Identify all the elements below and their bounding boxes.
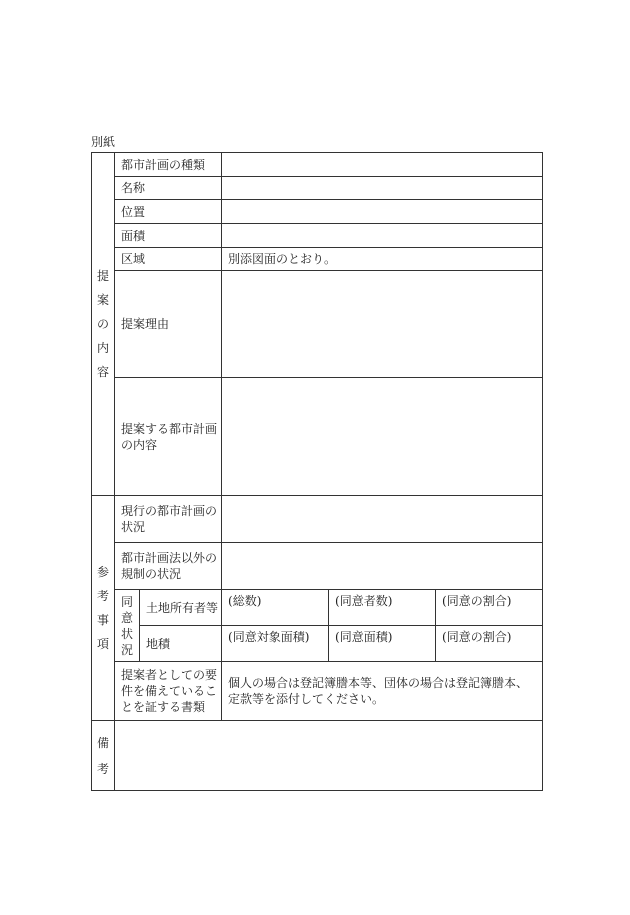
name-value[interactable] (222, 177, 543, 200)
proposal-section-char: 内 (96, 341, 109, 355)
reference-section-char: 項 (96, 637, 109, 651)
proposal-section-label (92, 153, 115, 496)
consent-char: 状 (120, 626, 133, 641)
reference-section-char: 事 (96, 613, 109, 627)
owners-agreed-cell[interactable]: (同意者数) (329, 590, 436, 626)
reason-label: 提案理由 (115, 271, 222, 378)
area-value[interactable] (222, 224, 543, 248)
proposal-section-char: 提 (96, 269, 109, 283)
other-regulations-value[interactable] (222, 543, 543, 590)
proposal-form-table (91, 152, 543, 791)
name-label: 名称 (115, 177, 222, 200)
remarks-section-char: 考 (96, 761, 109, 776)
zone-label: 区域 (115, 248, 222, 271)
other-regulations-label: 都市計画法以外の規制の状況 (115, 543, 222, 590)
current-status-label: 現行の都市計画の状況 (115, 496, 222, 543)
owners-ratio-cell[interactable]: (同意の割合) (436, 590, 543, 626)
proposal-section-char: の (96, 317, 109, 331)
consent-status-label (115, 590, 140, 662)
current-status-value[interactable] (222, 496, 543, 543)
reference-section-char: 参 (96, 565, 109, 579)
area-label: 面積 (115, 224, 222, 248)
requirement-doc-note: 個人の場合は登記簿謄本等、団体の場合は登記簿謄本、定款等を添付してください。 (222, 662, 543, 721)
consent-char: 況 (120, 642, 133, 657)
consent-char: 同 (120, 594, 133, 609)
plan-type-label: 都市計画の種類 (115, 153, 222, 177)
content-value[interactable] (222, 378, 543, 496)
land-total-cell[interactable]: (同意対象面積) (222, 626, 329, 662)
reason-value[interactable] (222, 271, 543, 378)
proposal-section-char: 容 (96, 365, 109, 379)
attachment-label: 別紙 (91, 135, 116, 149)
reference-section-label (92, 496, 115, 721)
consent-char: 意 (120, 610, 133, 625)
owners-total-cell[interactable]: (総数) (222, 590, 329, 626)
land-area-label: 地積 (140, 626, 222, 662)
content-label: 提案する都市計画の内容 (115, 378, 222, 496)
zone-value[interactable]: 別添図面のとおり。 (222, 248, 543, 271)
location-value[interactable] (222, 200, 543, 224)
landowners-label: 土地所有者等 (140, 590, 222, 626)
remarks-value[interactable] (115, 721, 543, 791)
plan-type-value[interactable] (222, 153, 543, 177)
proposal-section-char: 案 (96, 293, 109, 307)
reference-section-char: 考 (96, 589, 109, 603)
remarks-section-char: 備 (96, 735, 109, 750)
land-agreed-cell[interactable]: (同意面積) (329, 626, 436, 662)
remarks-section-label (92, 721, 115, 791)
location-label: 位置 (115, 200, 222, 224)
requirement-doc-label: 提案者としての要件を備えていることを証する書類 (115, 662, 222, 721)
land-ratio-cell[interactable]: (同意の割合) (436, 626, 543, 662)
